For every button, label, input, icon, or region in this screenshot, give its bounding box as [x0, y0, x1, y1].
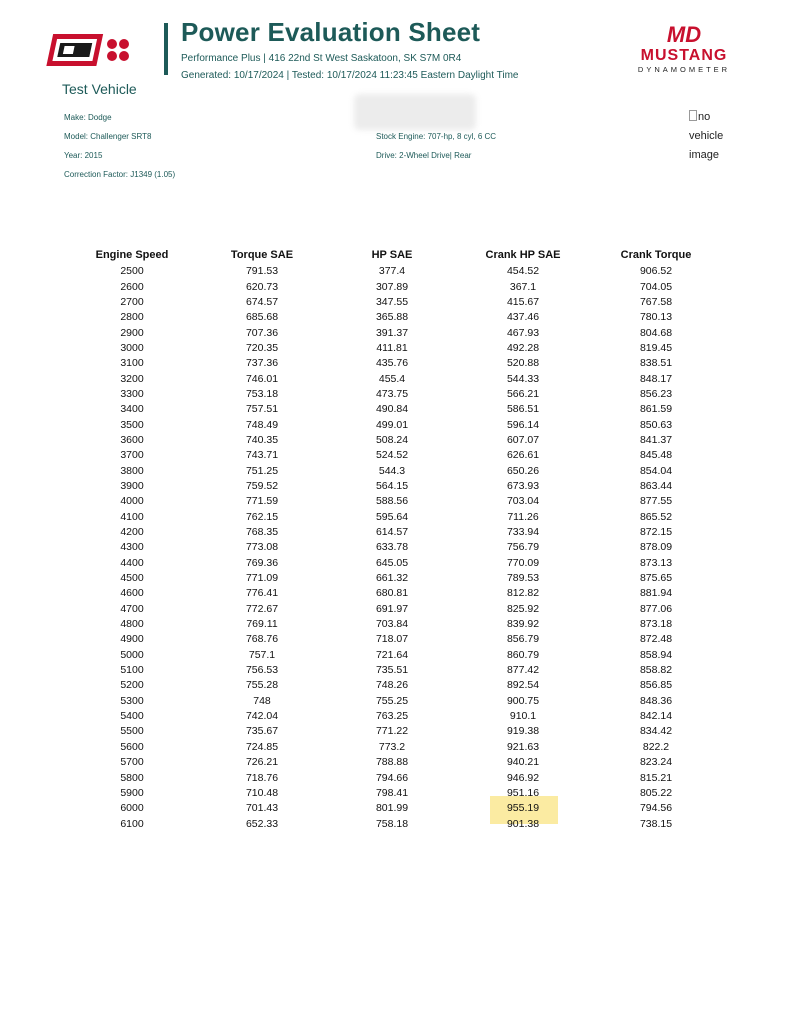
table-row [70, 755, 720, 770]
crank-torque-cell: 834.42 [639, 725, 673, 738]
crank-hp-sae-cell: 921.63 [506, 740, 540, 753]
table-row [70, 786, 720, 801]
torque-sae-cell: 771.59 [245, 495, 279, 508]
table-row [70, 801, 720, 816]
crank-torque-cell: 738.15 [639, 817, 673, 830]
torque-sae-cell: 755.28 [245, 679, 279, 692]
crank-torque-cell: 865.52 [639, 510, 673, 523]
engine-speed-cell: 5900 [120, 786, 144, 799]
crank-hp-sae-cell: 415.67 [506, 295, 540, 308]
crank-hp-sae-cell: 607.07 [506, 433, 540, 446]
hp-sae-cell: 490.84 [375, 403, 409, 416]
table-row [70, 341, 720, 356]
table-row [70, 816, 720, 831]
torque-sae-cell: 726.21 [245, 756, 279, 769]
torque-sae-cell: 724.85 [245, 740, 279, 753]
hp-sae-cell: 748.26 [375, 679, 409, 692]
table-row [70, 632, 720, 647]
engine-speed-cell: 5600 [120, 740, 144, 753]
table-row [70, 556, 720, 571]
engine-speed-cell: 3900 [120, 479, 144, 492]
crank-torque-cell: 804.68 [639, 326, 673, 339]
crank-torque-cell: 841.37 [639, 433, 673, 446]
generated-date: Generated: 10/17/2024 | Tested: 10/17/2024 11:23:45 Eastern Daylight Time [181, 70, 519, 81]
table-row [70, 479, 720, 494]
engine-speed-cell: 3000 [120, 341, 144, 354]
hp-sae-cell: 758.18 [375, 817, 409, 830]
torque-sae-cell: 685.68 [245, 311, 279, 324]
engine-speed-cell: 6100 [120, 817, 144, 830]
engine-speed-cell: 4800 [120, 618, 144, 631]
crank-torque-cell: 875.65 [639, 572, 673, 585]
table-row [70, 617, 720, 632]
engine-speed-cell: 4700 [120, 602, 144, 615]
crank-torque-cell: 704.05 [639, 280, 673, 293]
crank-hp-sae-cell: 860.79 [506, 648, 540, 661]
torque-sae-cell: 768.76 [245, 633, 279, 646]
crank-hp-sae-cell: 596.14 [506, 418, 540, 431]
engine-speed-cell: 2700 [120, 295, 144, 308]
crank-hp-sae-cell: 789.53 [506, 572, 540, 585]
hp-sae-cell: 524.52 [375, 449, 409, 462]
torque-sae-cell: 748 [253, 694, 271, 707]
crank-hp-sae-cell: 520.88 [506, 357, 540, 370]
crank-torque-cell: 872.15 [639, 526, 673, 539]
hp-sae-cell: 735.51 [375, 664, 409, 677]
crank-torque-cell: 877.55 [639, 495, 673, 508]
crank-hp-sae-cell: 825.92 [506, 602, 540, 615]
hp-sae-cell: 691.97 [375, 602, 409, 615]
vehicle-make: Make: Dodge [64, 113, 112, 122]
crank-torque-cell: 856.85 [639, 679, 673, 692]
table-row [70, 295, 720, 310]
engine-speed-cell: 4300 [120, 541, 144, 554]
crank-hp-sae-cell: 839.92 [506, 618, 540, 631]
hp-sae-cell: 347.55 [375, 295, 409, 308]
drive-type: Drive: 2-Wheel Drive| Rear [376, 151, 472, 160]
crank-torque-cell: 848.17 [639, 372, 673, 385]
hp-sae-cell: 773.2 [378, 740, 406, 753]
vehicle-year: Year: 2015 [64, 151, 103, 160]
engine-speed-cell: 5700 [120, 756, 144, 769]
table-row [70, 494, 720, 509]
table-row [70, 740, 720, 755]
torque-sae-cell: 710.48 [245, 786, 279, 799]
crank-torque-cell: 822.2 [642, 740, 670, 753]
hp-sae-cell: 614.57 [375, 526, 409, 539]
table-header-row [70, 246, 720, 264]
torque-sae-cell: 701.43 [245, 802, 279, 815]
col-engine-speed: Engine Speed [95, 249, 169, 261]
engine-speed-cell: 5300 [120, 694, 144, 707]
engine-speed-cell: 4200 [120, 526, 144, 539]
engine-speed-cell: 4500 [120, 572, 144, 585]
crank-torque-cell: 838.51 [639, 357, 673, 370]
engine-speed-cell: 3600 [120, 433, 144, 446]
correction-factor: Correction Factor: J1349 (1.05) [64, 170, 176, 179]
crank-torque-cell: 873.13 [639, 556, 673, 569]
table-row [70, 417, 720, 432]
torque-sae-cell: 769.11 [246, 618, 278, 631]
engine-speed-cell: 5200 [120, 679, 144, 692]
engine-speed-cell: 3100 [120, 357, 144, 370]
hp-sae-cell: 544.3 [378, 464, 406, 477]
torque-sae-cell: 769.36 [245, 556, 279, 569]
engine-speed-cell: 3500 [120, 418, 144, 431]
crank-hp-sae-cell: 492.28 [506, 341, 540, 354]
table-row [70, 356, 720, 371]
table-row [70, 387, 720, 402]
table-row [70, 510, 720, 525]
engine-speed-cell: 4900 [120, 633, 144, 646]
crank-torque-cell: 823.24 [639, 756, 673, 769]
torque-sae-cell: 718.76 [245, 771, 279, 784]
table-row [70, 525, 720, 540]
crank-torque-cell: 872.48 [639, 633, 673, 646]
hp-sae-cell: 588.56 [375, 495, 409, 508]
torque-sae-cell: 776.41 [245, 587, 279, 600]
hp-sae-cell: 365.88 [375, 311, 409, 324]
crank-hp-sae-cell: 673.93 [506, 479, 540, 492]
test-vehicle-heading: Test Vehicle [62, 81, 137, 97]
torque-sae-cell: 737.36 [245, 357, 279, 370]
torque-sae-cell: 751.25 [245, 464, 279, 477]
table-row [70, 571, 720, 586]
torque-sae-cell: 771.09 [245, 572, 279, 585]
hp-sae-cell: 595.64 [375, 510, 409, 523]
shop-address: Performance Plus | 416 22nd St West Saskatoon, SK S7M 0R4 [181, 53, 462, 64]
crank-hp-sae-cell: 566.21 [506, 387, 540, 400]
crank-hp-sae-cell: 454.52 [506, 265, 540, 278]
hp-sae-cell: 508.24 [375, 433, 409, 446]
torque-sae-cell: 735.67 [245, 725, 279, 738]
engine-speed-cell: 4000 [120, 495, 144, 508]
crank-hp-sae-cell: 367.1 [509, 280, 537, 293]
table-row [70, 678, 720, 693]
table-row [70, 709, 720, 724]
dynamometer-logo-text: DYNAMOMETER [637, 65, 731, 74]
table-row [70, 371, 720, 386]
image-alt-text-1: no [698, 111, 711, 123]
hp-sae-cell: 794.66 [375, 771, 409, 784]
engine-speed-cell: 5000 [120, 648, 144, 661]
engine-speed-cell: 5400 [120, 710, 144, 723]
crank-torque-cell: 848.36 [639, 694, 673, 707]
engine-speed-cell: 3800 [120, 464, 144, 477]
crank-hp-sae-cell: 467.93 [506, 326, 540, 339]
crank-torque-cell: 819.45 [639, 341, 673, 354]
crank-torque-cell: 858.94 [639, 648, 673, 661]
crank-torque-cell: 850.63 [639, 418, 673, 431]
vehicle-image-placeholder [689, 108, 749, 165]
md-logo-mark: MD [666, 22, 702, 47]
mustang-dynamometer-logo [622, 22, 746, 76]
crank-torque-cell: 858.82 [639, 664, 673, 677]
mustang-logo-text: MUSTANG [640, 47, 728, 64]
engine-speed-cell: 5500 [120, 725, 144, 738]
table-row [70, 770, 720, 785]
engine-speed-cell: 2500 [120, 265, 144, 278]
crank-torque-cell: 794.56 [639, 802, 673, 815]
crank-hp-sae-cell: 910.1 [509, 710, 537, 723]
performance-plus-logo [46, 30, 138, 70]
col-crank-hp-sae: Crank HP SAE [485, 249, 561, 261]
crank-torque-cell: 767.58 [639, 295, 673, 308]
image-alt-text-2: vehicle [689, 130, 724, 142]
crank-hp-sae-cell: 770.09 [506, 556, 540, 569]
page-title: Power Evaluation Sheet [181, 17, 481, 47]
table-row [70, 694, 720, 709]
hp-sae-cell: 411.81 [376, 341, 408, 354]
header-divider [164, 23, 168, 75]
col-torque-sae: Torque SAE [230, 249, 294, 261]
torque-sae-cell: 707.36 [245, 326, 279, 339]
crank-torque-cell: 815.21 [639, 771, 673, 784]
crank-hp-sae-cell: 951.16 [506, 786, 540, 799]
hp-sae-cell: 645.05 [375, 556, 409, 569]
hp-sae-cell: 771.22 [375, 725, 409, 738]
engine-speed-cell: 2800 [120, 311, 144, 324]
table-row [70, 279, 720, 294]
crank-torque-cell: 805.22 [639, 786, 673, 799]
engine-speed-cell: 3300 [120, 387, 144, 400]
table-row [70, 310, 720, 325]
engine-speed-cell: 5800 [120, 771, 144, 784]
crank-hp-sae-cell: 544.33 [506, 372, 540, 385]
table-row [70, 602, 720, 617]
hp-sae-cell: 564.15 [375, 479, 409, 492]
hp-sae-cell: 798.41 [375, 786, 409, 799]
table-row [70, 433, 720, 448]
table-row [70, 402, 720, 417]
torque-sae-cell: 742.04 [245, 710, 279, 723]
hp-sae-cell: 391.37 [375, 326, 409, 339]
crank-torque-cell: 856.23 [639, 387, 673, 400]
table-row [70, 264, 720, 279]
torque-sae-cell: 652.33 [245, 817, 279, 830]
crank-torque-cell: 877.06 [639, 602, 673, 615]
torque-sae-cell: 772.67 [245, 602, 279, 615]
hp-sae-cell: 633.78 [375, 541, 409, 554]
torque-sae-cell: 720.35 [245, 341, 279, 354]
crank-torque-cell: 873.18 [639, 618, 673, 631]
hp-sae-cell: 499.01 [375, 418, 409, 431]
torque-sae-cell: 753.18 [245, 387, 279, 400]
crank-hp-sae-cell: 812.82 [506, 587, 540, 600]
crank-hp-sae-cell: 856.79 [506, 633, 540, 646]
hp-sae-cell: 755.25 [375, 694, 409, 707]
crank-hp-sae-cell: 901.38 [506, 817, 540, 830]
table-row [70, 586, 720, 601]
crank-hp-sae-cell: 919.38 [506, 725, 540, 738]
torque-sae-cell: 756.53 [245, 664, 279, 677]
crank-hp-sae-cell: 900.75 [506, 694, 540, 707]
engine-speed-cell: 4600 [120, 587, 144, 600]
power-table [70, 246, 720, 832]
crank-hp-sae-cell: 626.61 [506, 449, 540, 462]
engine-speed-cell: 6000 [120, 802, 144, 815]
torque-sae-cell: 757.51 [245, 403, 279, 416]
hp-sae-cell: 473.75 [375, 387, 409, 400]
crank-hp-sae-cell: 437.46 [506, 311, 540, 324]
crank-hp-sae-cell: 586.51 [506, 403, 540, 416]
image-alt-text-3: image [689, 149, 719, 161]
crank-hp-sae-cell: 946.92 [506, 771, 540, 784]
broken-image-icon [689, 110, 697, 121]
torque-sae-cell: 674.57 [245, 295, 279, 308]
table-row [70, 325, 720, 340]
crank-torque-cell: 854.04 [639, 464, 673, 477]
hp-sae-cell: 435.76 [375, 357, 409, 370]
torque-sae-cell: 743.71 [245, 449, 279, 462]
crank-hp-sae-cell: 650.26 [506, 464, 540, 477]
engine-speed-cell: 5100 [120, 664, 144, 677]
crank-torque-cell: 878.09 [639, 541, 673, 554]
torque-sae-cell: 620.73 [245, 280, 279, 293]
hp-sae-cell: 307.89 [375, 280, 409, 293]
crank-torque-cell: 861.59 [639, 403, 673, 416]
torque-sae-cell: 746.01 [245, 372, 279, 385]
engine-speed-cell: 4100 [120, 510, 144, 523]
torque-sae-cell: 748.49 [245, 418, 279, 431]
crank-torque-cell: 780.13 [639, 311, 673, 324]
table-row [70, 663, 720, 678]
engine-speed-cell: 3200 [120, 372, 144, 385]
crank-hp-sae-cell: 733.94 [506, 526, 540, 539]
hp-sae-cell: 455.4 [378, 372, 406, 385]
table-row [70, 648, 720, 663]
crank-hp-sae-cell: 892.54 [506, 679, 540, 692]
torque-sae-cell: 759.52 [245, 479, 279, 492]
crank-hp-sae-cell: 955.19 [506, 802, 540, 815]
engine-speed-cell: 3400 [120, 403, 144, 416]
torque-sae-cell: 791.53 [245, 265, 279, 278]
crank-hp-sae-cell: 703.04 [506, 495, 540, 508]
redacted-area [354, 94, 476, 130]
engine-speed-cell: 4400 [120, 556, 144, 569]
crank-hp-sae-cell: 877.42 [506, 664, 540, 677]
crank-torque-cell: 906.52 [639, 265, 673, 278]
crank-torque-cell: 863.44 [639, 479, 673, 492]
hp-sae-cell: 703.84 [375, 618, 409, 631]
hp-sae-cell: 763.25 [375, 710, 409, 723]
torque-sae-cell: 773.08 [245, 541, 279, 554]
stock-engine: Stock Engine: 707-hp, 8 cyl, 6 CC [376, 132, 497, 141]
table-row [70, 724, 720, 739]
table-row [70, 463, 720, 478]
torque-sae-cell: 740.35 [245, 433, 279, 446]
vehicle-model: Model: Challenger SRT8 [64, 132, 152, 141]
table-row [70, 448, 720, 463]
engine-speed-cell: 2900 [120, 326, 144, 339]
torque-sae-cell: 762.15 [245, 510, 279, 523]
hp-sae-cell: 801.99 [375, 802, 409, 815]
engine-speed-cell: 3700 [120, 449, 144, 462]
torque-sae-cell: 768.35 [245, 526, 279, 539]
hp-sae-cell: 788.88 [375, 756, 409, 769]
crank-torque-cell: 881.94 [639, 587, 673, 600]
table-row [70, 540, 720, 555]
col-crank-torque: Crank Torque [620, 249, 692, 261]
crank-torque-cell: 842.14 [639, 710, 673, 723]
crank-hp-sae-cell: 756.79 [506, 541, 540, 554]
hp-sae-cell: 721.64 [375, 648, 409, 661]
hp-sae-cell: 661.32 [375, 572, 409, 585]
col-hp-sae: HP SAE [371, 249, 413, 261]
torque-sae-cell: 757.1 [248, 648, 276, 661]
crank-hp-sae-cell: 940.21 [506, 756, 540, 769]
hp-sae-cell: 680.81 [375, 587, 409, 600]
table-body [70, 264, 720, 832]
engine-speed-cell: 2600 [120, 280, 144, 293]
crank-hp-sae-cell: 711.26 [507, 510, 539, 523]
hp-sae-cell: 377.4 [378, 265, 406, 278]
crank-torque-cell: 845.48 [639, 449, 673, 462]
hp-sae-cell: 718.07 [375, 633, 409, 646]
